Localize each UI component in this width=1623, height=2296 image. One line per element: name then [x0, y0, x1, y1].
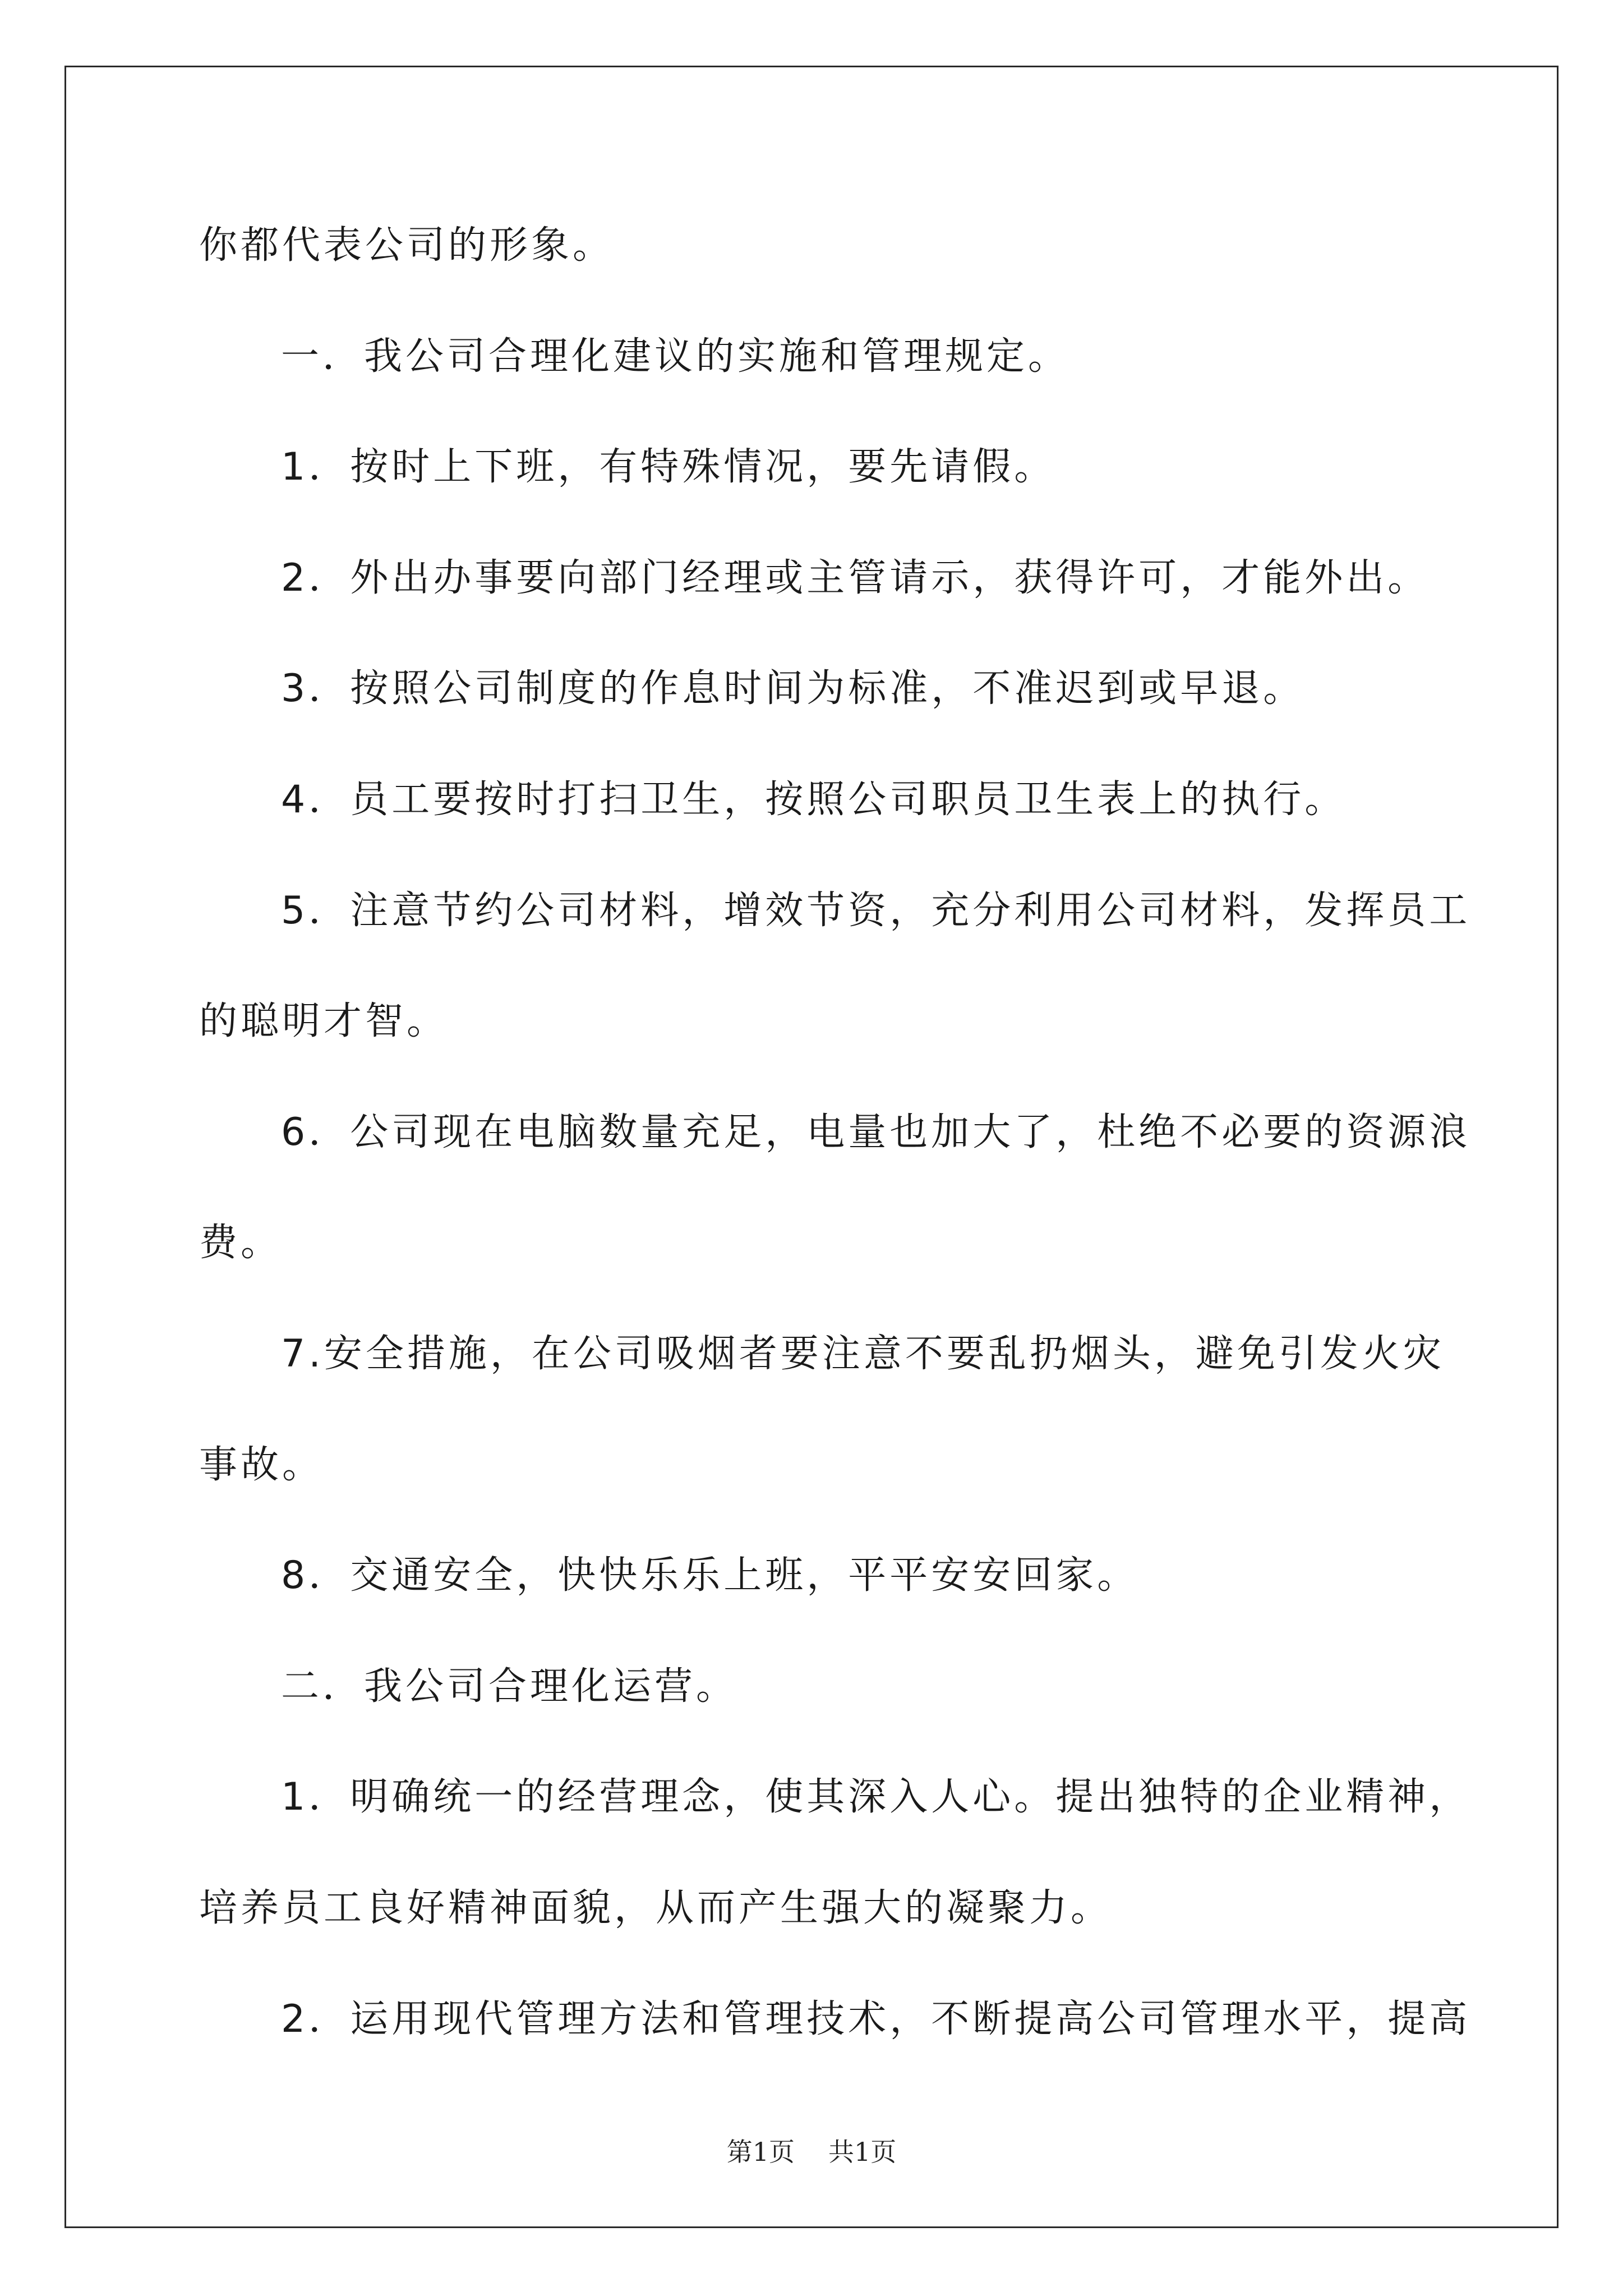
text-line: 事故。 — [199, 1443, 324, 1487]
text-line: 的聪明才智。 — [199, 999, 449, 1043]
text-line: 二．我公司合理化运营。 — [281, 1664, 738, 1709]
text-line: 费。 — [199, 1221, 283, 1265]
text-line: 你都代表公司的形象。 — [199, 223, 615, 268]
text-line: 一．我公司合理化建议的实施和管理规定。 — [281, 334, 1070, 379]
text-line: 1．明确统一的经营理念，使其深入人心。提出独特的企业精神， — [281, 1775, 1471, 1819]
text-line: 5．注意节约公司材料，增效节资，充分利用公司材料，发挥员工 — [281, 889, 1471, 933]
text-line: 8．交通安全，快快乐乐上班，平平安安回家。 — [281, 1553, 1139, 1598]
text-line: 1．按时上下班，有特殊情况，要先请假。 — [281, 445, 1056, 489]
text-line: 2．外出办事要向部门经理或主管请示，获得许可，才能外出。 — [281, 556, 1430, 600]
page-number-current: 第1页 — [726, 2137, 795, 2167]
text-line: 6．公司现在电脑数量充足，电量也加大了，杜绝不必要的资源浪 — [281, 1110, 1471, 1154]
text-line: 2．运用现代管理方法和管理技术，不断提高公司管理水平，提高 — [281, 1997, 1471, 2041]
text-line: 4．员工要按时打扫卫生，按照公司职员卫生表上的执行。 — [281, 777, 1347, 822]
page-footer — [0, 2136, 1623, 2168]
page-number-total: 共1页 — [828, 2137, 897, 2167]
text-line: 3．按照公司制度的作息时间为标准，不准迟到或早退。 — [281, 666, 1305, 711]
text-line: 培养员工良好精神面貌，从而产生强大的凝聚力。 — [199, 1886, 1113, 1930]
text-line: 7.安全措施，在公司吸烟者要注意不要乱扔烟头，避免引发火灾 — [281, 1332, 1445, 1376]
